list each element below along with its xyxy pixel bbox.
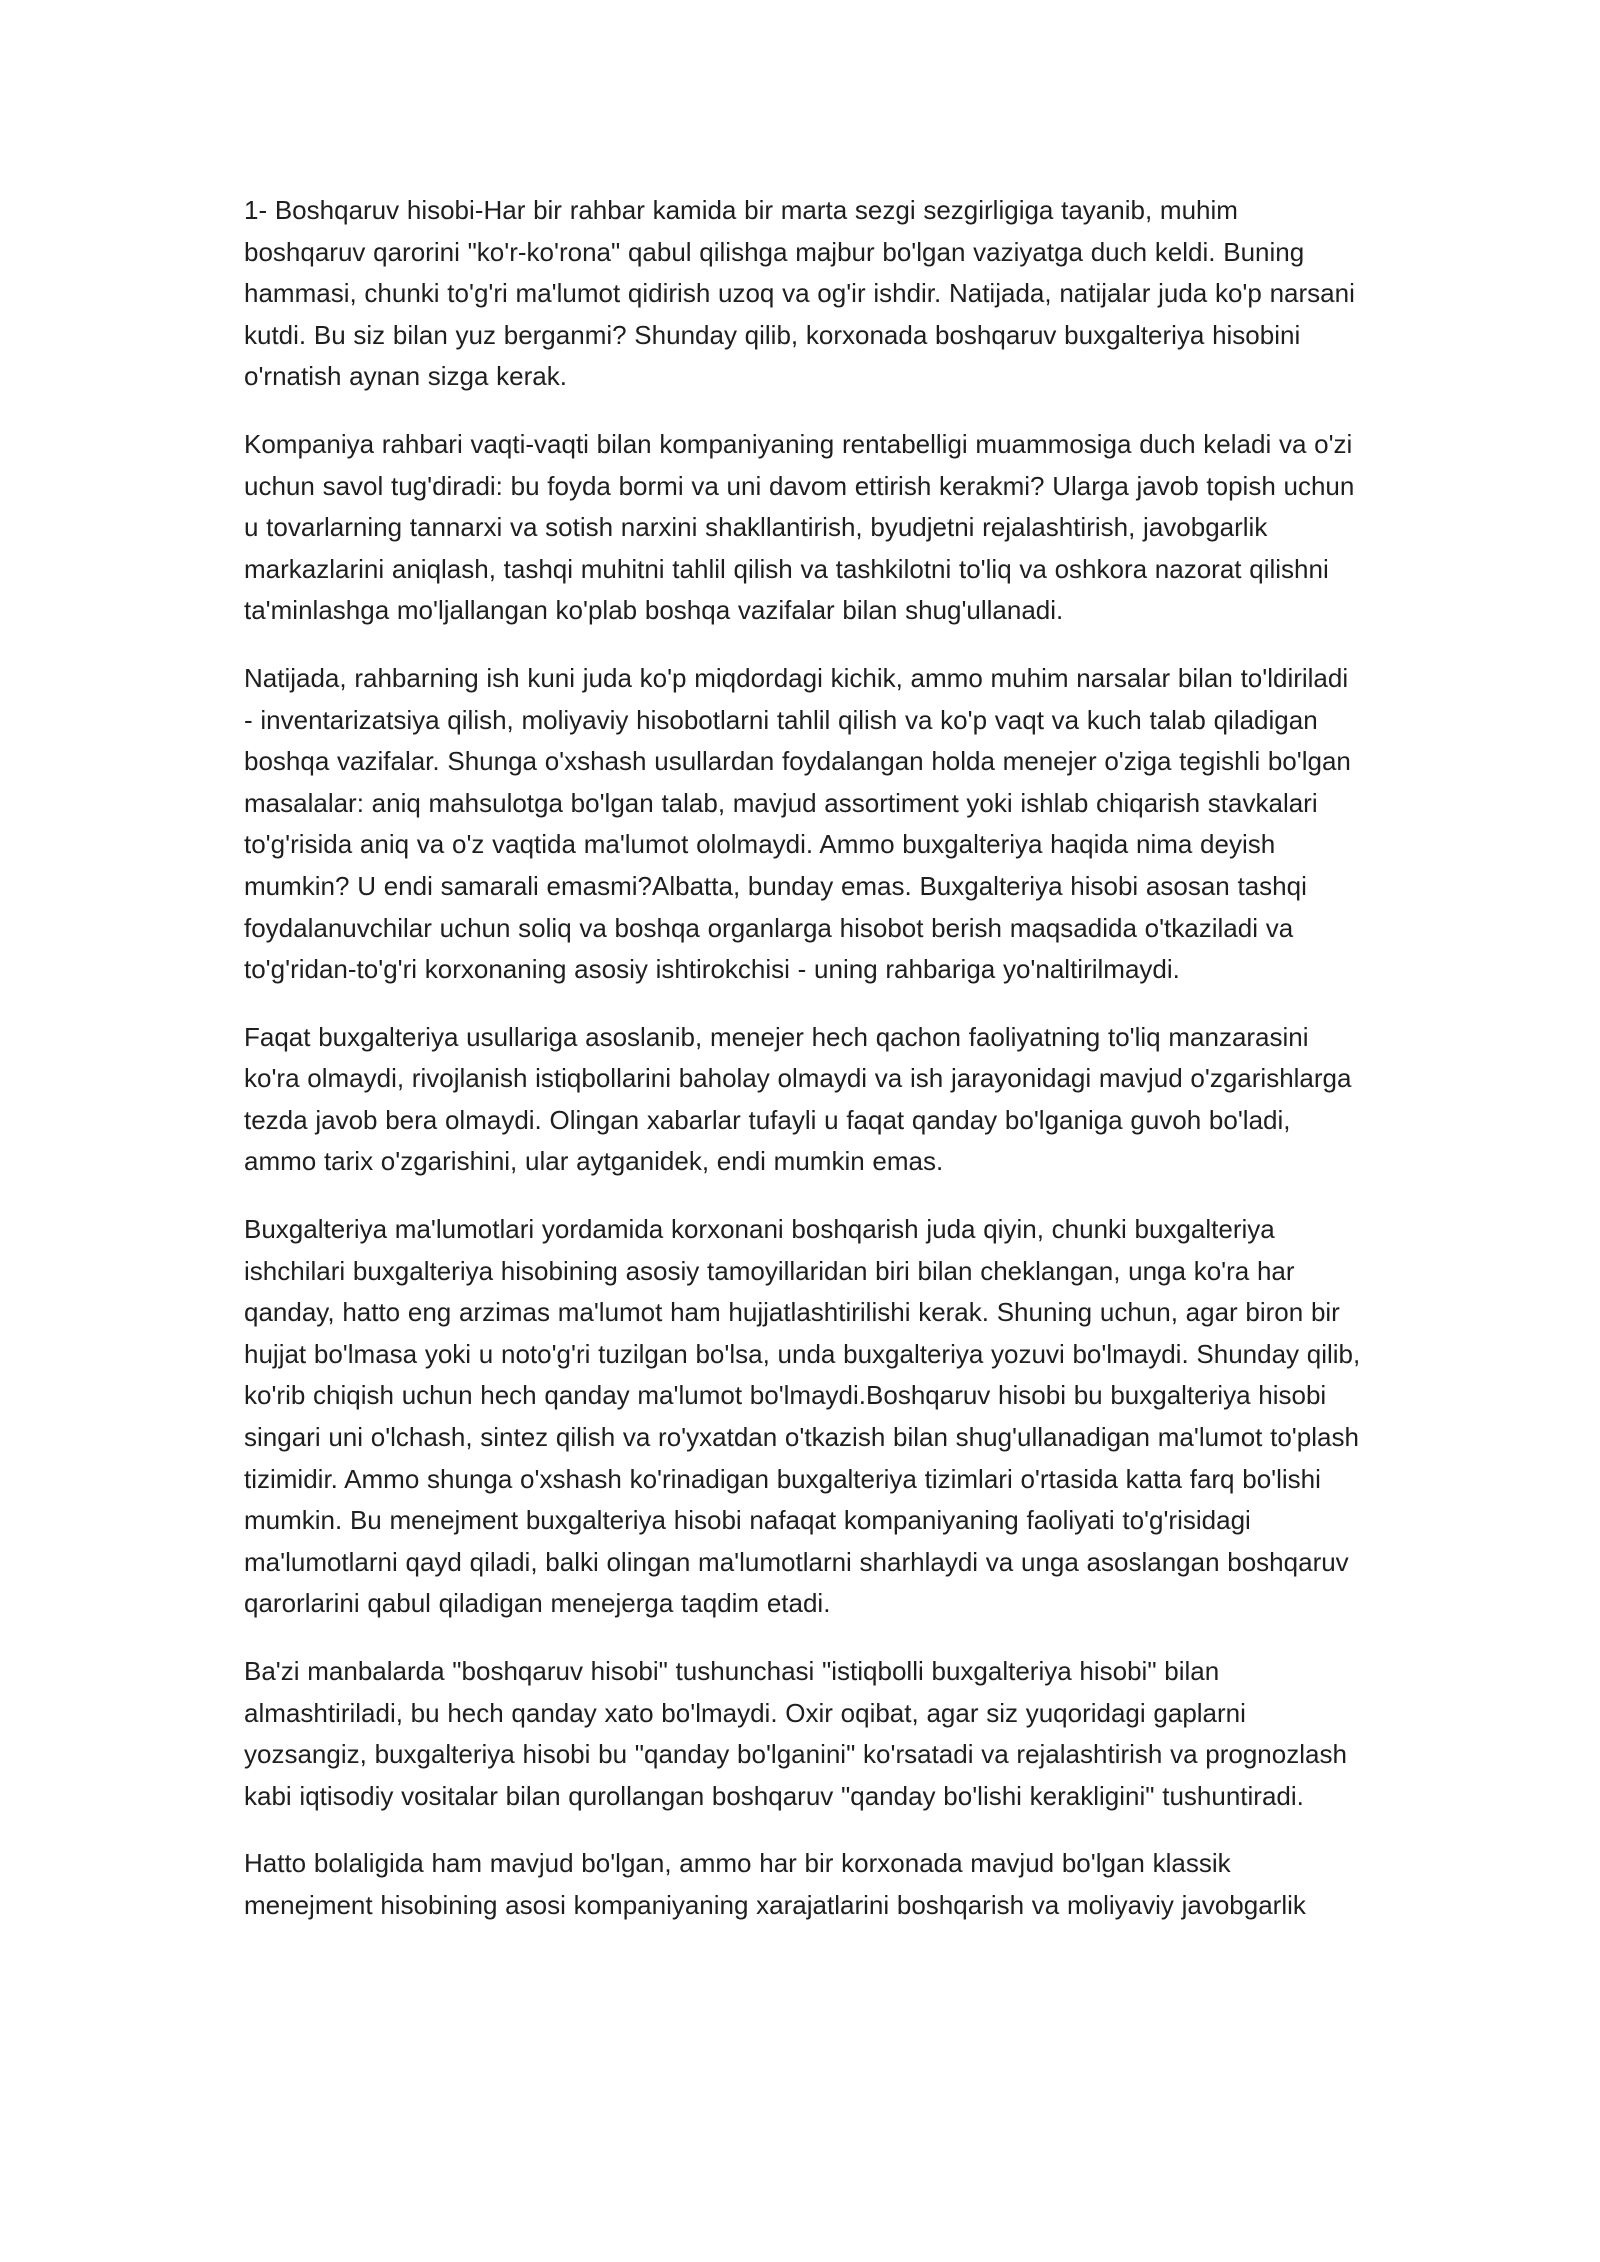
paragraph-5: Buxgalteriya ma'lumotlari yordamida korxonani boshqarish juda qiyin, chunki buxgalteriya ishchilari buxgalteriya hisobining asosiy tamoyillaridan biri bilan cheklangan, unga ko'ra har qanday, hatto eng arzimas ma'lumot ham hujjatlashtirilishi kerak. Shuning uchun, agar biron bir hujjat bo'lmasa yoki u noto'g'ri tuzilgan bo'lsa, unda buxgalteriya yozuvi bo'lmaydi. Shunday qilib, ko'rib chiqish uchun hech qanday ma'lumot bo'lmaydi.Boshqaruv hisobi bu buxgalteriya hisobi singari uni o'lchash, sintez qilish va ro'yxatdan o'tkazish bilan shug'ullanadigan ma'lumot to'plash tizimidir. Ammo shunga o'xshash ko'rinadigan buxgalteriya tizimlari o'rtasida katta farq bo'lishi mumkin. Bu menejment buxgalteriya hisobi nafaqat kompaniyaning faoliyati to'g'risidagi ma'lumotlarni qayd qiladi, balki olingan ma'lumotlarni sharhlaydi va unga asoslangan boshqaruv qarorlarini qabul qiladigan menejerga taqdim etadi. [244,1214,1361,1619]
paragraph-7: Hatto bolaligida ham mavjud bo'lgan, ammo har bir korxonada mavjud bo'lgan klassik menejment hisobining asosi kompaniyaning xarajatlarini boshqarish va moliyaviy javobgarlik [244,1848,1306,1920]
paragraph-3: Natijada, rahbarning ish kuni juda ko'p miqdordagi kichik, ammo muhim narsalar bilan to'ldiriladi - inventarizatsiya qilish, moliyaviy hisobotlarni tahlil qilish va ko'p vaqt va kuch talab qiladigan boshqa vazifalar. Shunga o'xshash usullardan foydalangan holda menejer o'ziga tegishli bo'lgan masalalar: aniq mahsulotga bo'lgan talab, mavjud assortiment yoki ishlab chiqarish stavkalari to'g'risida aniq va o'z vaqtida ma'lumot ololmaydi. Ammo buxgalteriya haqida nima deyish mumkin? U endi samarali emasmi?Albatta, bunday emas. Buxgalteriya hisobi asosan tashqi foydalanuvchilar uchun soliq va boshqa organlarga hisobot berish maqsadida o'tkaziladi va to'g'ridan-to'g'ri korxonaning asosiy ishtirokchisi - uning rahbariga yo'naltirilmaydi. [244,662,1351,985]
document-body [244,190,1364,1953]
paragraph-1: 1- Boshqaruv hisobi-Har bir rahbar kamida bir marta sezgi sezgirligiga tayanib, muhim boshqaruv qarorini "ko'r-ko'rona" qabul qilishga majbur bo'lgan vaziyatga duch keldi. Buning hammasi, chunki to'g'ri ma'lumot qidirish uzoq va og'ir ishdir. Natijada, natijalar juda ko'p narsani kutdi. Bu siz bilan yuz berganmi? Shunday qilib, korxonada boshqaruv buxgalteriya hisobini o'rnatish aynan sizga kerak. [244,195,1355,392]
paragraph-2: Kompaniya rahbari vaqti-vaqti bilan kompaniyaning rentabelligi muammosiga duch keladi va o'zi uchun savol tug'diradi: bu foyda bormi va uni davom ettirish kerakmi? Ularga javob topish uchun u tovarlarning tannarxi va sotish narxini shakllantirish, byudjetni rejalashtirish, javobgarlik markazlarini aniqlash, tashqi muhitni tahlil qilish va tashkilotni to'liq va oshkora nazorat qilishni ta'minlashga mo'ljallangan ko'plab boshqa vazifalar bilan shug'ullanadi. [244,428,1355,626]
paragraph-4: Faqat buxgalteriya usullariga asoslanib, menejer hech qachon faoliyatning to'liq manzarasini ko'ra olmaydi, rivojlanish istiqbollarini baholay olmaydi va ish jarayonidagi mavjud o'zgarishlarga tezda javob bera olmaydi. Olingan xabarlar tufayli u faqat qanday bo'lganiga guvoh bo'ladi, ammo tarix o'zgarishini, ular aytganidek, endi mumkin emas. [244,1021,1352,1177]
paragraph-6: Ba'zi manbalarda "boshqaruv hisobi" tushunchasi "istiqbolli buxgalteriya hisobi" bilan almashtiriladi, bu hech qanday xato bo'lmaydi. Oxir oqibat, agar siz yuqoridagi gaplarni yozsangiz, buxgalteriya hisobi bu "qanday bo'lganini" ko'rsatadi va rejalashtirish va prognozlash kabi iqtisodiy vositalar bilan qurollangan boshqaruv "qanday bo'lishi kerakligini" tushuntiradi. [244,1656,1347,1811]
